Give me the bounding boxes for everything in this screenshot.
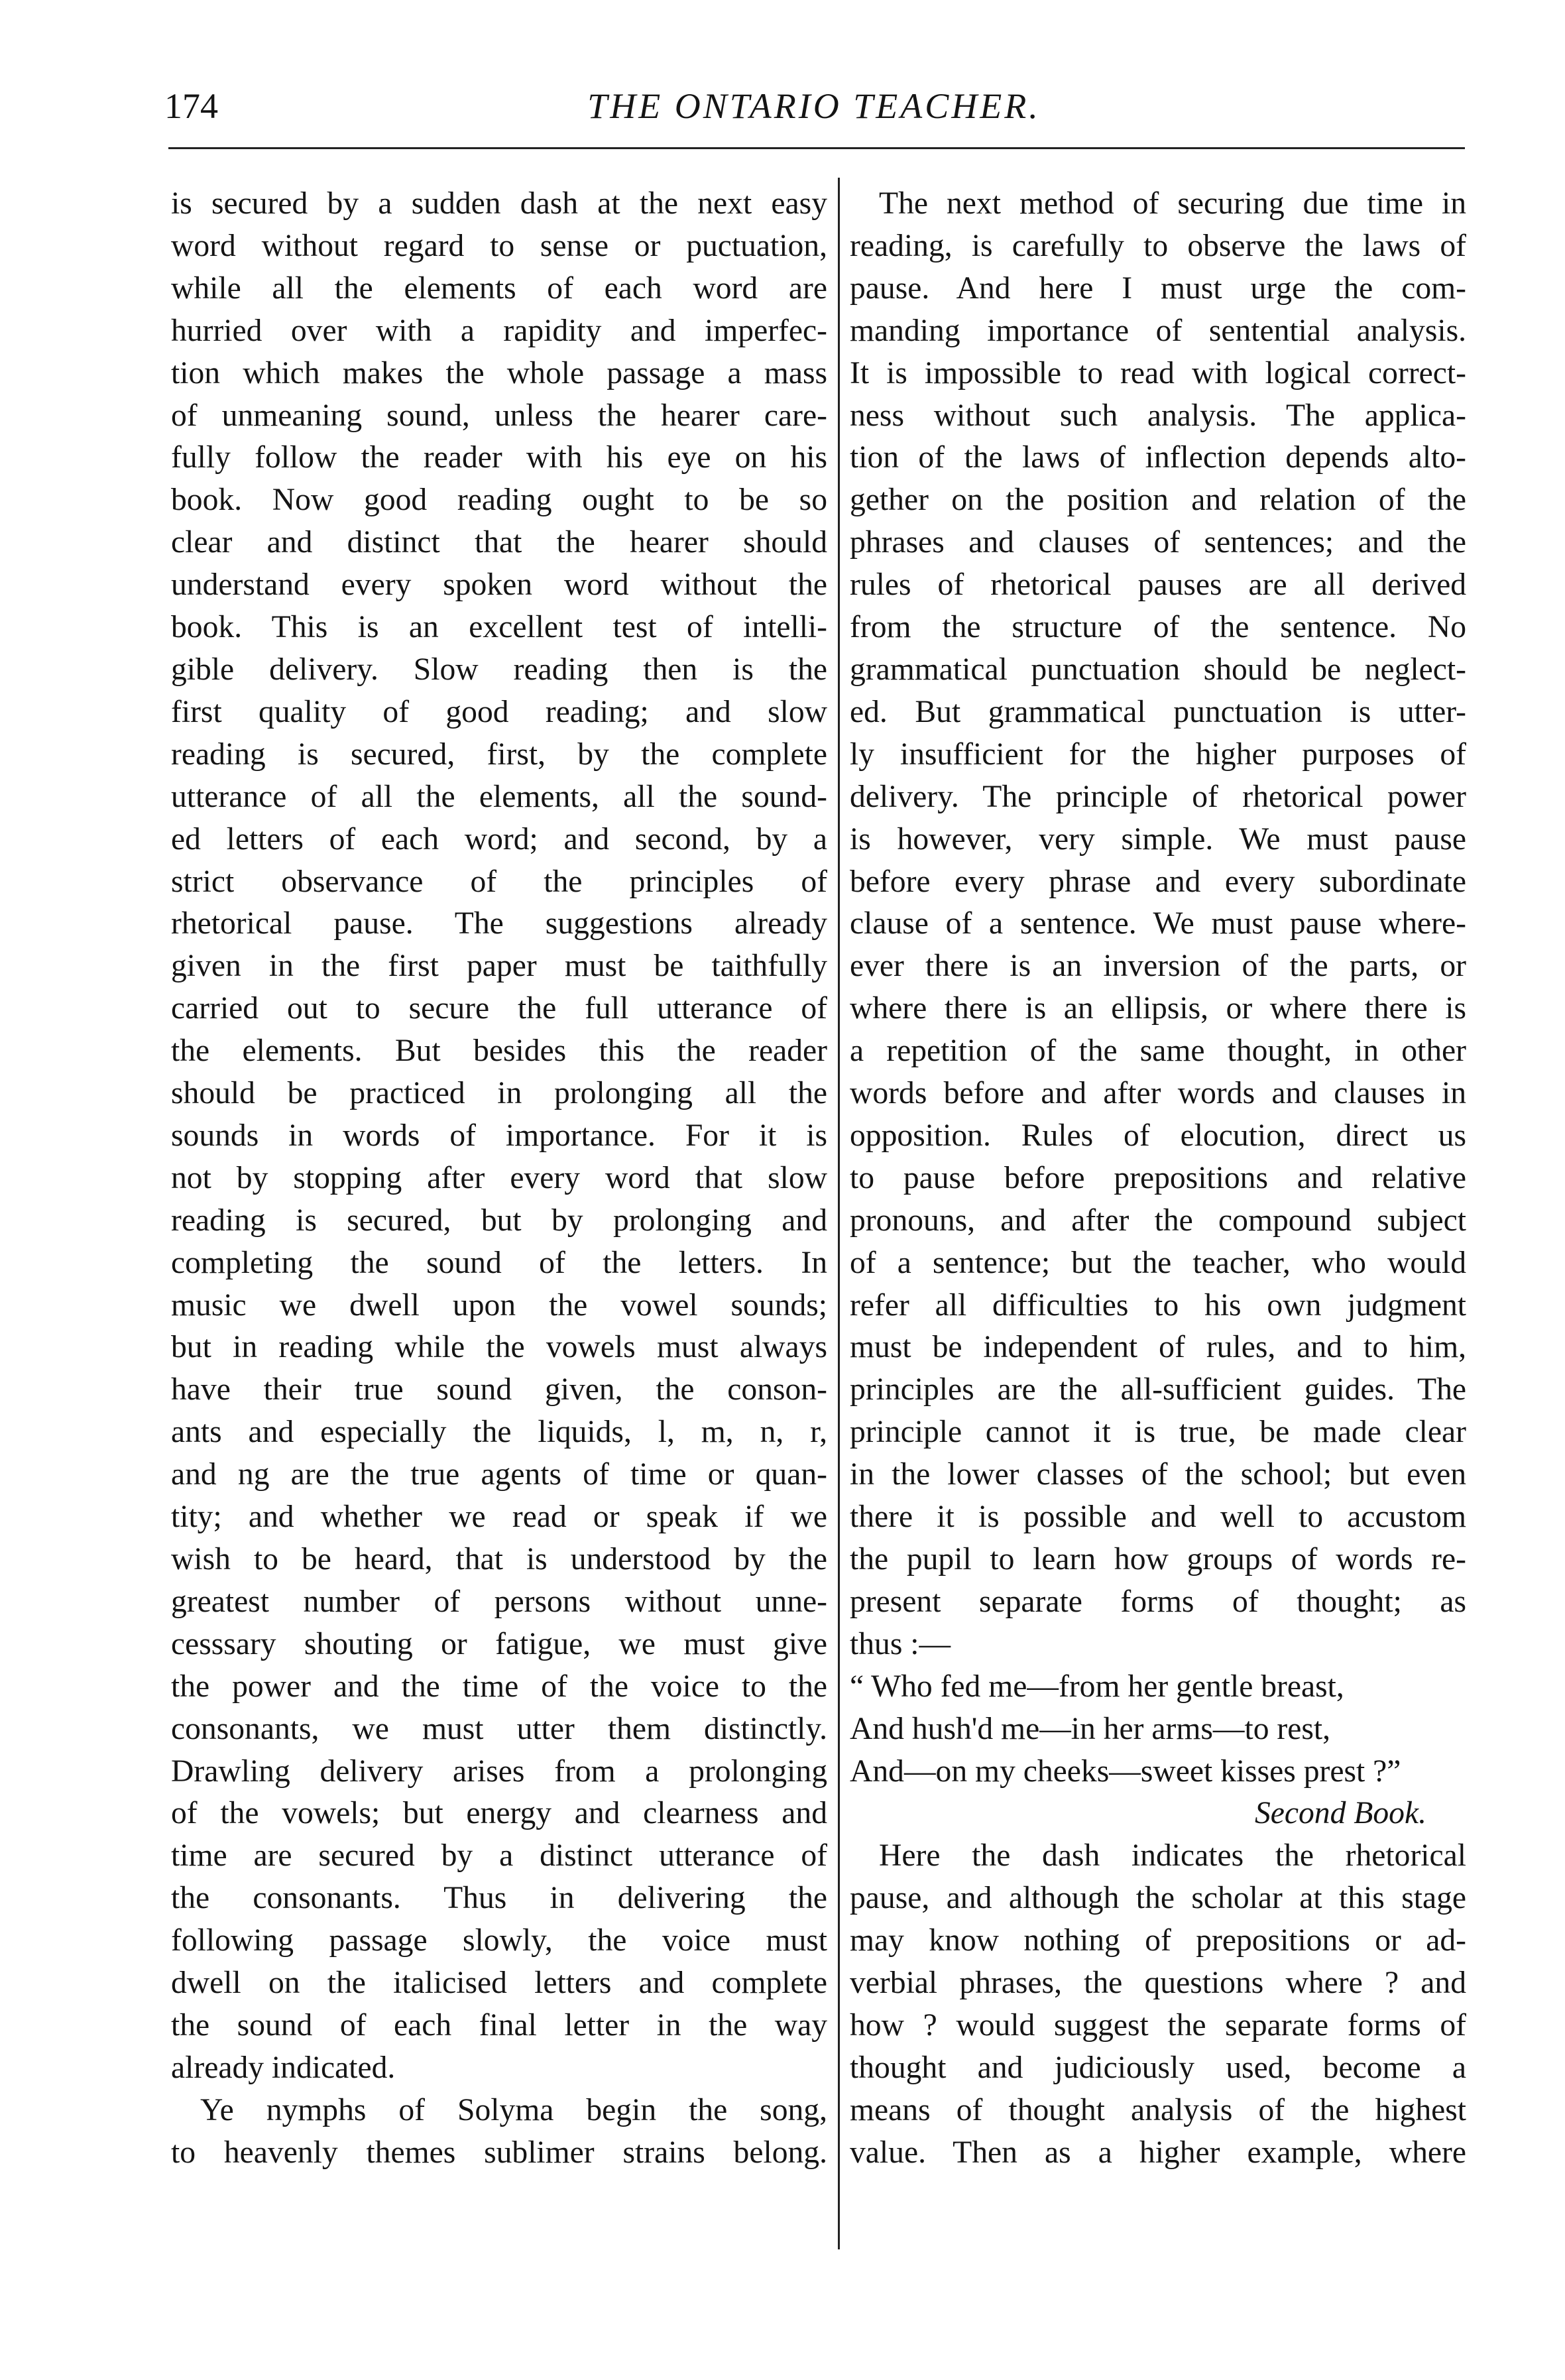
text-line: ly insufficient for the higher purposes of — [850, 737, 1466, 772]
text-line: greatest number of persons without unne- — [171, 1584, 827, 1619]
text-line: pause. And here I must urge the com- — [850, 270, 1466, 306]
text-line: completing the sound of the letters. In — [171, 1245, 827, 1280]
text-line: is however, very simple. We must pause — [850, 821, 1466, 857]
text-line: strict observance of the principles of — [171, 864, 827, 899]
text-line: cesssary shouting or fatigue, we must give — [171, 1626, 827, 1661]
text-line: rules of rhetorical pauses are all derived — [850, 567, 1466, 603]
text-line: gible delivery. Slow reading then is the — [171, 652, 827, 687]
text-line: present separate forms of thought; as — [850, 1584, 1466, 1619]
text-line: before every phrase and every subordinate — [850, 864, 1466, 899]
text-line: reading is secured, but by prolonging and — [171, 1203, 827, 1238]
text-line: means of thought analysis of the highest — [850, 2092, 1466, 2127]
text-line: grammatical punctuation should be neglect- — [850, 652, 1466, 687]
page-number: 174 — [164, 86, 218, 126]
text-line: phrases and clauses of sentences; and the — [850, 525, 1466, 560]
text-line: Drawling delivery arises from a prolonging — [171, 1754, 827, 1789]
text-line: rhetorical pause. The suggestions already — [171, 906, 827, 941]
text-line: but in reading while the vowels must always — [171, 1330, 827, 1365]
text-line: not by stopping after every word that slow — [171, 1160, 827, 1195]
text-line: pause, and although the scholar at this stage — [850, 1881, 1466, 1916]
text-line: tion which makes the whole passage a mass — [171, 355, 827, 390]
text-line: consonants, we must utter them distinctly. — [171, 1711, 827, 1746]
text-line: time are secured by a distinct utterance of — [171, 1838, 827, 1874]
right-column — [850, 183, 1466, 2174]
text-line: clause of a sentence. We must pause where- — [850, 906, 1466, 941]
text-line: ed. But grammatical punctuation is utter- — [850, 694, 1466, 729]
text-line: refer all difficulties to his own judgment — [850, 1287, 1466, 1323]
text-line: pronouns, and after the compound subject — [850, 1203, 1466, 1238]
text-line: the consonants. Thus in delivering the — [171, 1881, 827, 1916]
text-line: word without regard to sense or puctuation, — [171, 228, 827, 263]
text-line: utterance of all the elements, all the sound- — [171, 779, 827, 814]
text-line: ants and especially the liquids, l, m, n, r, — [171, 1415, 827, 1450]
text-line: and ng are the true agents of time or quan- — [171, 1457, 827, 1492]
text-line: principle cannot it is true, be made clear — [850, 1415, 1466, 1450]
text-line: carried out to secure the full utterance of — [171, 991, 827, 1026]
text-line: there it is possible and well to accustom — [850, 1500, 1466, 1535]
text-line: to pause before prepositions and relative — [850, 1160, 1466, 1195]
text-line: following passage slowly, the voice must — [171, 1923, 827, 1958]
text-line: dwell on the italicised letters and complete — [171, 1966, 827, 2001]
header-rule — [168, 147, 1465, 149]
column-divider-rule — [838, 178, 840, 2249]
quoted-verse-line: to heavenly themes sublimer strains belong. — [171, 2135, 827, 2170]
text-line: sounds in words of importance. For it is — [171, 1118, 827, 1153]
text-line: principles are the all-sufficient guides. The — [850, 1372, 1466, 1407]
quoted-verse-line: “ Who fed me—from her gentle breast, — [850, 1669, 1344, 1704]
left-column — [171, 183, 827, 2174]
text-line: book. Now good reading ought to be so — [171, 483, 827, 518]
text-line: ness without such analysis. The applica- — [850, 398, 1466, 433]
text-line: words before and after words and clauses in — [850, 1076, 1466, 1111]
text-line: should be practiced in prolonging all the — [171, 1076, 827, 1111]
text-line: value. Then as a higher example, where — [850, 2135, 1466, 2170]
text-line: a repetition of the same thought, in other — [850, 1034, 1466, 1069]
text-line: The next method of securing due time in — [879, 186, 1466, 221]
quoted-verse-line: And—on my cheeks—sweet kisses prest ?” — [850, 1754, 1401, 1789]
running-title: THE ONTARIO TEACHER. — [587, 86, 1041, 126]
text-line: the sound of each final letter in the way — [171, 2007, 827, 2043]
text-line: clear and distinct that the hearer should — [171, 525, 827, 560]
text-line: thus :— — [850, 1626, 951, 1661]
text-line: where there is an ellipsis, or where there is — [850, 991, 1466, 1026]
text-line: first quality of good reading; and slow — [171, 694, 827, 729]
text-line: while all the elements of each word are — [171, 270, 827, 306]
text-line: fully follow the reader with his eye on his — [171, 440, 827, 475]
text-line: have their true sound given, the conson- — [171, 1372, 827, 1407]
text-line: in the lower classes of the school; but even — [850, 1457, 1466, 1492]
text-line: gether on the position and relation of the — [850, 483, 1466, 518]
text-line: book. This is an excellent test of intelli- — [171, 610, 827, 645]
text-line: opposition. Rules of elocution, direct us — [850, 1118, 1466, 1153]
text-line: the elements. But besides this the reader — [171, 1034, 827, 1069]
text-line: It is impossible to read with logical correct- — [850, 355, 1466, 390]
text-line: delivery. The principle of rhetorical power — [850, 779, 1466, 814]
text-line: ever there is an inversion of the parts, or — [850, 949, 1466, 984]
text-line: thought and judiciously used, become a — [850, 2050, 1466, 2085]
text-line: from the structure of the sentence. No — [850, 610, 1466, 645]
page-header — [164, 80, 1464, 139]
text-line: how ? would suggest the separate forms of — [850, 2007, 1466, 2043]
text-line: manding importance of sentential analysis. — [850, 313, 1466, 348]
quoted-verse-line: And hush'd me—in her arms—to rest, — [850, 1711, 1331, 1746]
text-line: hurried over with a rapidity and imperfec- — [171, 313, 827, 348]
text-line: of a sentence; but the teacher, who would — [850, 1245, 1466, 1280]
quoted-verse-line: Ye nymphs of Solyma begin the song, — [200, 2092, 827, 2127]
text-line: tion of the laws of inflection depends alto- — [850, 440, 1466, 475]
text-line: the power and the time of the voice to the — [171, 1669, 827, 1704]
text-line: verbial phrases, the questions where ? and — [850, 1966, 1466, 2001]
text-line: must be independent of rules, and to him, — [850, 1330, 1466, 1365]
text-line: reading is secured, first, by the complete — [171, 737, 827, 772]
text-line: the pupil to learn how groups of words re- — [850, 1542, 1466, 1577]
text-line: of unmeaning sound, unless the hearer care- — [171, 398, 827, 433]
text-line: reading, is carefully to observe the laws of — [850, 228, 1466, 263]
text-line: may know nothing of prepositions or ad- — [850, 1923, 1466, 1958]
text-line: already indicated. — [171, 2050, 396, 2085]
text-line: ed letters of each word; and second, by a — [171, 821, 827, 857]
text-line: given in the first paper must be taithfully — [171, 949, 827, 984]
text-line: tity; and whether we read or speak if we — [171, 1500, 827, 1535]
quote-source: Second Book. — [1254, 1796, 1426, 1831]
text-line: understand every spoken word without the — [171, 567, 827, 603]
text-line: Here the dash indicates the rhetorical — [879, 1838, 1466, 1874]
text-line: of the vowels; but energy and clearness and — [171, 1796, 827, 1831]
text-line: is secured by a sudden dash at the next easy — [171, 186, 827, 221]
text-line: wish to be heard, that is understood by the — [171, 1542, 827, 1577]
text-line: music we dwell upon the vowel sounds; — [171, 1287, 827, 1323]
